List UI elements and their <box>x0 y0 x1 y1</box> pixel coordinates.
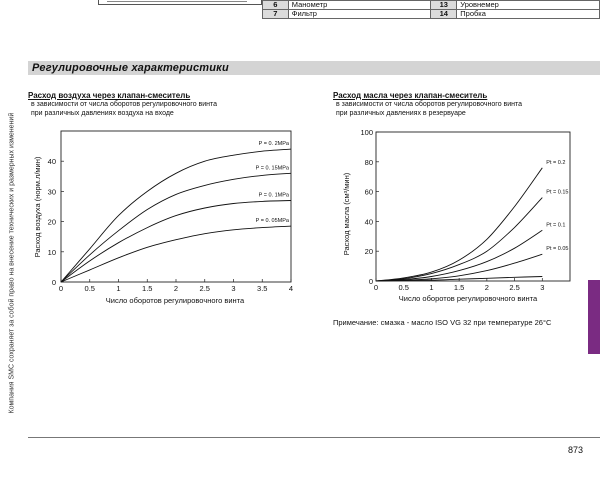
x-tick-label: 4 <box>288 284 294 293</box>
right-chart-heading: Расход масла через клапан-смеситель <box>333 91 488 100</box>
x-tick-label: 1.5 <box>142 284 153 293</box>
y-tick-label: 40 <box>364 217 373 227</box>
plot-frame <box>61 131 291 282</box>
series-label: Pt = 0.2 <box>546 159 566 166</box>
x-tick-label: 2.5 <box>199 284 210 293</box>
right-chart-sub1: в зависимости от числа оборотов регулировочного винта <box>336 101 523 108</box>
left-chart-heading: Расход воздуха через клапан-смеситель <box>28 91 191 100</box>
series-label: P = 0. 2MPa <box>258 141 289 148</box>
series-label: Pt = 0.05 <box>546 246 569 253</box>
x-tick-label: 1 <box>429 283 434 292</box>
section-tab-marker <box>588 280 600 354</box>
side-disclaimer: Компания SMC сохраняет за собой право на внесение технических и размерных изменений <box>8 112 16 414</box>
x-tick-label: 3.5 <box>257 284 268 293</box>
left-chart-sub2: при различных давлениях воздуха на входе <box>31 110 174 117</box>
y-tick-label: 30 <box>47 187 56 197</box>
section-title: Регулировочные характеристики <box>32 62 229 74</box>
x-tick-label: 1 <box>116 284 121 293</box>
right-chart-sub2: при различных давлениях в резервуаре <box>336 110 466 117</box>
series-label: P = 0. 1MPa <box>258 192 289 199</box>
x-tick-label: 2 <box>173 284 179 293</box>
part-number: 14 <box>431 10 457 19</box>
series-label: P = 0. 05MPa <box>255 218 289 225</box>
y-tick-label: 40 <box>47 157 56 167</box>
y-tick-label: 80 <box>364 157 373 167</box>
series-line <box>376 198 542 281</box>
y-tick-label: 0 <box>368 277 373 286</box>
x-tick-label: 2 <box>484 283 489 292</box>
footer-divider <box>28 437 600 438</box>
y-axis-label: Расход масла (см³/мин) <box>342 172 351 256</box>
series-line <box>61 201 291 283</box>
x-tick-label: 3 <box>540 283 545 292</box>
series-label: Pt = 0.15 <box>546 189 569 196</box>
series-line <box>61 226 291 282</box>
series-label: Pt = 0.1 <box>546 222 566 229</box>
x-tick-label: 0.5 <box>398 283 409 292</box>
part-name: Пробка <box>457 10 600 19</box>
x-tick-label: 0 <box>58 284 64 293</box>
x-axis-label: Число оборотов регулировочного винта <box>398 294 538 303</box>
y-axis-label: Расход воздуха (норм.л/мин) <box>33 156 42 258</box>
part-name: Манометр <box>288 1 430 10</box>
y-tick-label: 0 <box>51 278 56 287</box>
x-tick-label: 3 <box>231 284 236 293</box>
page-number: 873 <box>568 445 584 455</box>
x-tick-label: 1.5 <box>453 283 465 292</box>
part-number: 7 <box>263 10 289 19</box>
x-tick-label: 2.5 <box>509 283 520 292</box>
y-tick-label: 20 <box>47 217 56 227</box>
y-tick-label: 20 <box>364 247 373 257</box>
part-number: 6 <box>263 1 289 10</box>
x-tick-label: 0 <box>373 283 379 292</box>
part-name: Фильтр <box>288 10 430 19</box>
series-line <box>376 230 542 281</box>
x-tick-label: 0.5 <box>84 284 95 293</box>
part-name: Уровнемер <box>457 1 600 10</box>
oil-note: Примечание: смазка - масло ISO VG 32 при температуре 26°C <box>333 318 552 327</box>
left-chart-sub1: в зависимости от числа оборотов регулировочного винта <box>31 101 218 108</box>
series-label: P = 0. 15MPa <box>255 165 289 172</box>
y-tick-label: 10 <box>47 247 56 257</box>
y-tick-label: 100 <box>360 128 373 137</box>
part-number: 13 <box>431 1 457 10</box>
x-axis-label: Число оборотов регулировочного винта <box>105 296 245 305</box>
y-tick-label: 60 <box>364 187 373 197</box>
